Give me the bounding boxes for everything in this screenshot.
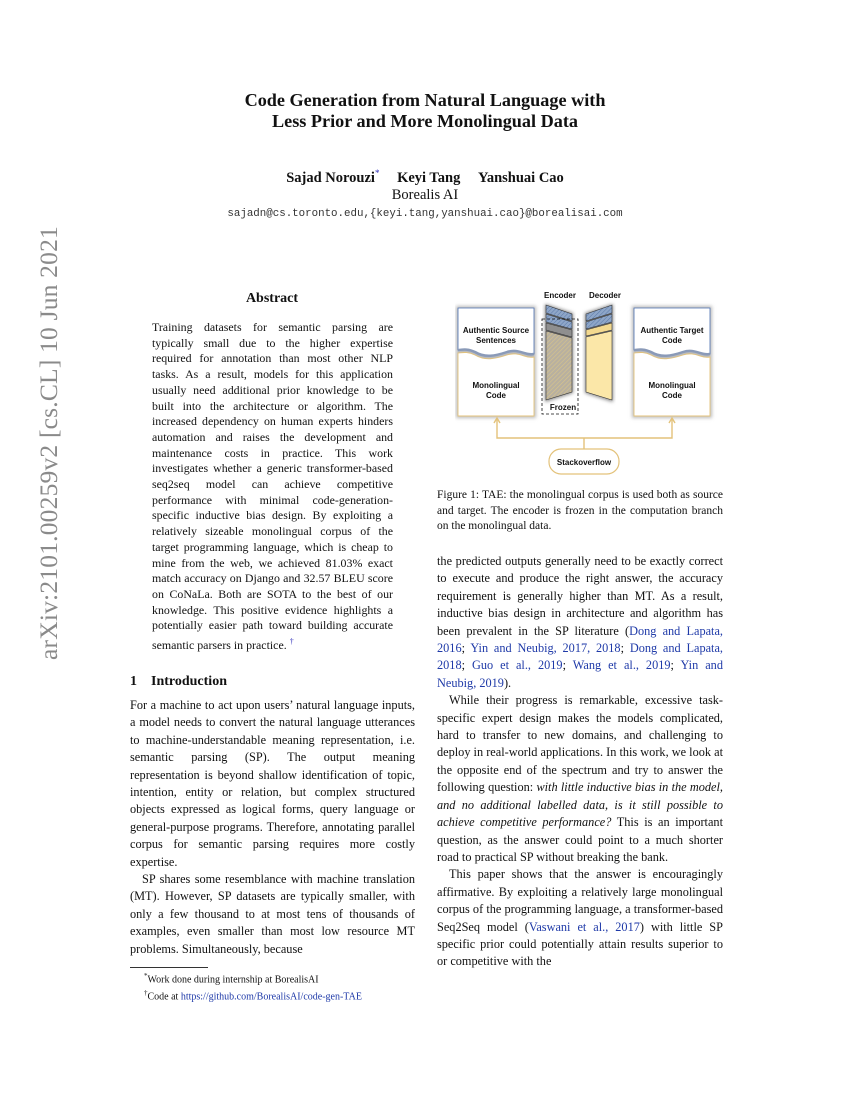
decoder-label: Decoder [588, 291, 622, 300]
decoder-block [585, 304, 613, 402]
footnote: *Work done during internship at BorealisAI [144, 972, 319, 986]
title-line-1: Code Generation from Natural Language with [244, 90, 606, 110]
mono-target-label-line-2: Code [662, 391, 682, 400]
footnote-divider [130, 967, 208, 968]
encoder-block [542, 304, 578, 414]
figure-1-diagram [455, 286, 725, 481]
encoder-label: Encoder [543, 291, 577, 300]
citation-link[interactable]: Yin and Neubig, 2019 [437, 658, 723, 690]
title-line-2: Less Prior and More Monolingual Data [272, 111, 578, 131]
left-column-body [130, 697, 415, 958]
section-heading-introduction [130, 674, 227, 690]
citation-link[interactable]: Guo et al., 2019 [471, 658, 563, 673]
abstract-text: Training datasets for semantic parsing are typically small due to the higher expertise required for annotation than most other NLP tasks. As a result, models for this application usually need additional prior knowledge to be built into the architecture or algorithm. The increased dependency on human experts hinders automation and raises the development and maintenance costs in practice. This work investigates whether a generic transformer-based seq2seq model can achieve competitive performance with minimal code-generation-specific inductive bias design. By exploiting a relatively sizeable monolingual corpus of the target programming language, which is cheap to mine from the web, we achieved 81.03% exact match accuracy on Django and 32.57 BLEU score on CoNaLa. Both are SOTA to the best of our knowledge. This positive evidence highlights a potentially easier path toward building accurate semantic parsers in practice. † [152, 320, 393, 653]
author-list [130, 168, 720, 187]
paragraph: the predicted outputs generally need to be exactly correct to execute and produce the right answer, the accuracy requirement is generally higher than MT. As a result, inductive bias design in architecture and algorithm has been prevalent in the SP literature (Dong and Lapata, 2016; Yin and Neubig, 2017, 2018; Dong and Lapata, 2018; Guo et al., 2019; Wang et al., 2019; Yin and Neubig, 2019). [437, 554, 723, 690]
citation-link[interactable]: Dong and Lapata, 2018 [437, 641, 723, 673]
mono-target-label-line-1: Monolingual [648, 381, 696, 390]
citation-link[interactable]: Wang et al., 2019 [572, 658, 671, 673]
source-document [456, 306, 536, 418]
frozen-label: Frozen [549, 403, 577, 412]
citation-link[interactable]: Vaswani et al., 2017 [528, 919, 640, 934]
mono-source-label-line-2: Code [486, 391, 506, 400]
footnotes [144, 970, 362, 1004]
footnote: †Code at https://github.com/BorealisAI/code-gen-TAE [144, 988, 362, 1003]
target-document [632, 306, 712, 418]
stackoverflow-label: Stackoverflow [556, 458, 612, 467]
paragraph: SP shares some resemblance with machine translation (MT). However, SP datasets are typically smaller, with only a few thousand to at most tens of thousands of examples, even smaller than most low resource MT problems. Simultaneously, because [130, 872, 415, 956]
source-label-line-1: Authentic Source [462, 326, 530, 335]
arxiv-identifier-stamp: arXiv:2101.00259v2 [cs.CL] 10 Jun 2021 [34, 226, 63, 660]
target-label-line-2: Code [662, 336, 682, 345]
code-link[interactable]: https://github.com/BorealisAI/code-gen-TAE [180, 991, 362, 1003]
citation-link[interactable]: Dong and Lapata, 2016 [437, 623, 723, 656]
mono-source-label-line-1: Monolingual [472, 381, 520, 390]
footnote-mark[interactable]: † [289, 637, 294, 647]
affiliation: Borealis AI [391, 187, 459, 203]
figure-1-caption: Figure 1: TAE: the monolingual corpus is used both as source and target. The encoder is frozen in the computation branch on the monolingual data. [437, 489, 723, 533]
author: Keyi Tang [397, 169, 461, 186]
paper-title [130, 90, 720, 132]
abstract-heading: Abstract [245, 291, 299, 306]
footnote-mark[interactable]: * [374, 168, 380, 178]
target-label-line-1: Authentic Target [640, 326, 704, 335]
source-label-line-2: Sentences [475, 336, 517, 345]
section-title: Introduction [151, 674, 227, 689]
paragraph: While their progress is remarkable, excessive task-specific expert design makes the models complicated, hard to transfer to new domains, and challenging to deploy in real-world applications. In this work, we look at the opposite end of the spectrum and try to answer the following question: with little inductive bias in the model, and no additional labelled data, is it still possible to achieve competitive performance? This is an important question, as the answer could point to a much shorter road to practical SP without breaking the bank. [437, 693, 724, 864]
author-emails: sajadn@cs.toronto.edu,{keyi.tang,yanshuai.cao}@borealisai.com [227, 208, 623, 220]
paragraph: This paper shows that the answer is encouragingly affirmative. By exploiting a relatively large monolingual corpus of the programming language, a transformer-based Seq2Seq model (Vaswani et al., 2017) with little SP specific prior could potentially attain results superior to or competitive with the [437, 867, 723, 969]
author: Sajad Norouzi* [286, 168, 380, 186]
citation-link[interactable]: Yin and Neubig, 2017, 2018 [470, 641, 621, 656]
author: Yanshuai Cao [477, 169, 564, 186]
section-number: 1 [130, 674, 137, 689]
data-flow-arrows [494, 418, 675, 449]
right-column-body [437, 553, 723, 971]
paragraph: For a machine to act upon users’ natural language inputs, a model needs to convert the natural language utterances to machine-understandable meaning representation, i.e. semantic parsing (SP). The output meaning representation is beyond shallow identification of topic, intention, entity or relation, but complex structured objects expressed as logical forms, query language or general-purpose programs. Therefore, annotating parallel corpus for semantic parsing requires more costly expertise. [130, 698, 415, 869]
